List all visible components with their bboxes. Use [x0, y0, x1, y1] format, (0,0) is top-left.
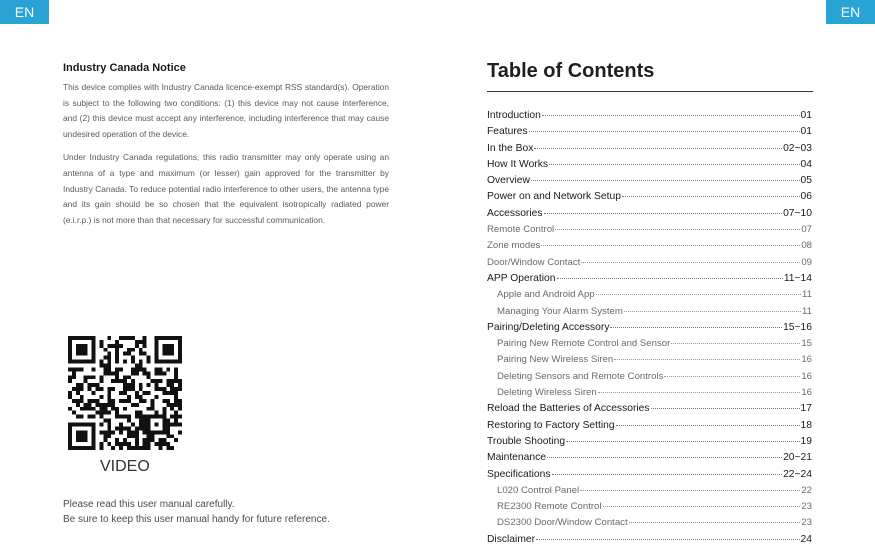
- toc-entry[interactable]: [487, 159, 812, 175]
- toc-entry-page: 08: [801, 240, 812, 252]
- toc-entry-page: 11~14: [783, 272, 812, 284]
- toc-entry-page: 24: [800, 533, 812, 545]
- toc-entry[interactable]: [487, 143, 812, 159]
- toc-entry-page: 18: [800, 419, 812, 431]
- toc-entry[interactable]: [487, 289, 812, 305]
- toc-entry-label: Maintenance: [487, 452, 546, 464]
- notice-paragraph: This device complies with Industry Canada licence-exempt RSS standard(s). Operation is subject to the following two conditions: (1) this device may not cause interference, and (2) this device must accept any interference, including interference that may cause undesired operation of the device.: [63, 82, 389, 139]
- toc-entry-label: Managing Your Alarm System: [497, 305, 623, 317]
- toc-entry-page: 11: [802, 305, 812, 317]
- toc-title: Table of Contents: [487, 60, 655, 82]
- toc-entry-label: Pairing New Wireless Siren: [497, 354, 614, 366]
- toc-dot-leader: [557, 278, 783, 279]
- toc-dot-leader: [664, 376, 800, 377]
- toc-entry-label: Specifications: [487, 468, 551, 480]
- toc-entry-label: How It Works: [487, 158, 549, 170]
- toc-entry[interactable]: [487, 517, 812, 533]
- reading-note-line: Please read this user manual carefully.: [63, 499, 235, 510]
- toc-dot-leader: [610, 327, 782, 328]
- toc-divider: [487, 91, 813, 92]
- toc-dot-leader: [555, 229, 800, 230]
- toc-entry[interactable]: [487, 452, 812, 468]
- toc-entry-label: Power on and Network Setup: [487, 191, 621, 203]
- toc-entry[interactable]: [487, 306, 812, 322]
- toc-entry-label: L020 Control Panel: [497, 484, 580, 496]
- toc-entry[interactable]: [487, 387, 812, 403]
- toc-dot-leader: [536, 539, 799, 540]
- toc-dot-leader: [596, 294, 801, 295]
- toc-entry[interactable]: [487, 191, 812, 207]
- toc-entry-label: Features: [487, 126, 528, 138]
- toc-dot-leader: [671, 343, 800, 344]
- toc-entry[interactable]: [487, 257, 812, 273]
- toc-entry-page: 19: [800, 435, 812, 447]
- toc-entry[interactable]: [487, 110, 812, 126]
- toc-dot-leader: [549, 164, 800, 165]
- toc-entry[interactable]: [487, 420, 812, 436]
- toc-entry[interactable]: [487, 501, 812, 517]
- toc-entry-page: 22~24: [783, 468, 812, 480]
- toc-entry[interactable]: [487, 485, 812, 501]
- toc-entry-page: 07: [801, 224, 812, 236]
- toc-entry[interactable]: [487, 469, 812, 485]
- toc-dot-leader: [547, 457, 782, 458]
- toc-dot-leader: [624, 311, 801, 312]
- toc-dot-leader: [542, 115, 800, 116]
- toc-entry[interactable]: [487, 338, 812, 354]
- toc-entry-page: 01: [800, 110, 812, 121]
- toc-entry[interactable]: [487, 126, 812, 142]
- toc-dot-leader: [529, 131, 800, 132]
- toc-entry[interactable]: [487, 403, 812, 419]
- toc-entry-page: 07~10: [783, 207, 812, 219]
- notice-title: Industry Canada Notice: [63, 62, 186, 74]
- toc-entry-label: Apple and Android App: [497, 289, 595, 301]
- toc-entry-page: 15: [801, 338, 812, 350]
- toc-entry[interactable]: [487, 354, 812, 370]
- toc-entry-page: 23: [801, 517, 812, 529]
- video-qr-code: [68, 336, 182, 450]
- toc-entry-label: Accessories: [487, 207, 543, 219]
- toc-entry-label: Reload the Batteries of Accessories: [487, 403, 650, 415]
- industry-canada-notice: [63, 62, 389, 236]
- toc-entry[interactable]: [487, 534, 812, 550]
- toc-entry[interactable]: [487, 224, 812, 240]
- toc-entry-label: Introduction: [487, 110, 541, 121]
- toc-entry-label: In the Box: [487, 142, 534, 154]
- toc-dot-leader: [598, 392, 801, 393]
- toc-entry[interactable]: [487, 175, 812, 191]
- toc-entry-page: 02~03: [783, 142, 812, 154]
- toc-entry-label: Restoring to Factory Setting: [487, 419, 615, 431]
- toc-entry-label: Zone modes: [487, 240, 541, 252]
- toc-entry-page: 16: [801, 387, 812, 399]
- toc-dot-leader: [541, 245, 800, 246]
- toc-entry-label: Pairing New Remote Control and Sensor: [497, 338, 671, 350]
- toc-entry-page: 20~21: [783, 452, 812, 464]
- toc-entry-page: 22: [801, 484, 812, 496]
- qr-video-label: VIDEO: [100, 458, 150, 475]
- toc-entry-page: 06: [800, 191, 812, 203]
- toc-entry-page: 16: [801, 354, 812, 366]
- toc-entry[interactable]: [487, 322, 812, 338]
- toc-entry-label: Overview: [487, 175, 530, 187]
- toc-entry-page: 15~16: [783, 321, 812, 333]
- toc-entry-label: Deleting Wireless Siren: [497, 387, 597, 399]
- toc-entry[interactable]: [487, 371, 812, 387]
- toc-entry-label: Door/Window Contact: [487, 256, 581, 268]
- toc-dot-leader: [580, 490, 800, 491]
- toc-entry-label: RE2300 Remote Control: [497, 501, 602, 513]
- toc-dot-leader: [544, 213, 783, 214]
- toc-entry[interactable]: [487, 208, 812, 224]
- toc-entry-page: 01: [800, 126, 812, 138]
- toc-list: [487, 110, 812, 550]
- toc-entry-page: 09: [801, 256, 812, 268]
- toc-entry-page: 05: [800, 175, 812, 187]
- toc-entry[interactable]: [487, 273, 812, 289]
- toc-entry-page: 04: [800, 158, 812, 170]
- toc-dot-leader: [616, 425, 800, 426]
- toc-dot-leader: [552, 474, 783, 475]
- toc-entry-label: Disclaimer: [487, 533, 536, 545]
- toc-entry-page: 16: [801, 370, 812, 382]
- toc-dot-leader: [534, 148, 782, 149]
- toc-entry[interactable]: [487, 436, 812, 452]
- toc-dot-leader: [581, 262, 800, 263]
- toc-dot-leader: [566, 441, 799, 442]
- notice-paragraph: Under Industry Canada regulations, this radio transmitter may only operate using an antenna of a type and maximum (or lesser) gain approved for the transmitter by Industry Canada. To reduce potential radio interference to other users, the antenna type and its gain should be so chosen that the equivalent isotropically radiated power (e.i.r.p.) is not more than that necessary for successful communication.: [63, 152, 389, 225]
- toc-dot-leader: [531, 180, 800, 181]
- toc-entry-page: 17: [800, 403, 812, 415]
- reading-note: [63, 497, 330, 527]
- toc-entry-label: Remote Control: [487, 224, 555, 236]
- toc-entry-page: 11: [802, 289, 812, 301]
- toc-dot-leader: [603, 506, 801, 507]
- reading-note-line: Be sure to keep this user manual handy for future reference.: [63, 514, 330, 525]
- toc-entry[interactable]: [487, 240, 812, 256]
- language-tab-left: EN: [0, 0, 49, 24]
- toc-dot-leader: [651, 408, 800, 409]
- toc-dot-leader: [629, 522, 801, 523]
- toc-entry-label: Pairing/Deleting Accessory: [487, 321, 610, 333]
- toc-dot-leader: [622, 196, 800, 197]
- toc-dot-leader: [614, 359, 800, 360]
- toc-entry-page: 23: [801, 501, 812, 513]
- language-tab-right: EN: [826, 0, 875, 24]
- toc-entry-label: APP Operation: [487, 272, 556, 284]
- toc-entry-label: Deleting Sensors and Remote Controls: [497, 370, 664, 382]
- toc-entry-label: Trouble Shooting: [487, 435, 566, 447]
- toc-entry-label: DS2300 Door/Window Contact: [497, 517, 628, 529]
